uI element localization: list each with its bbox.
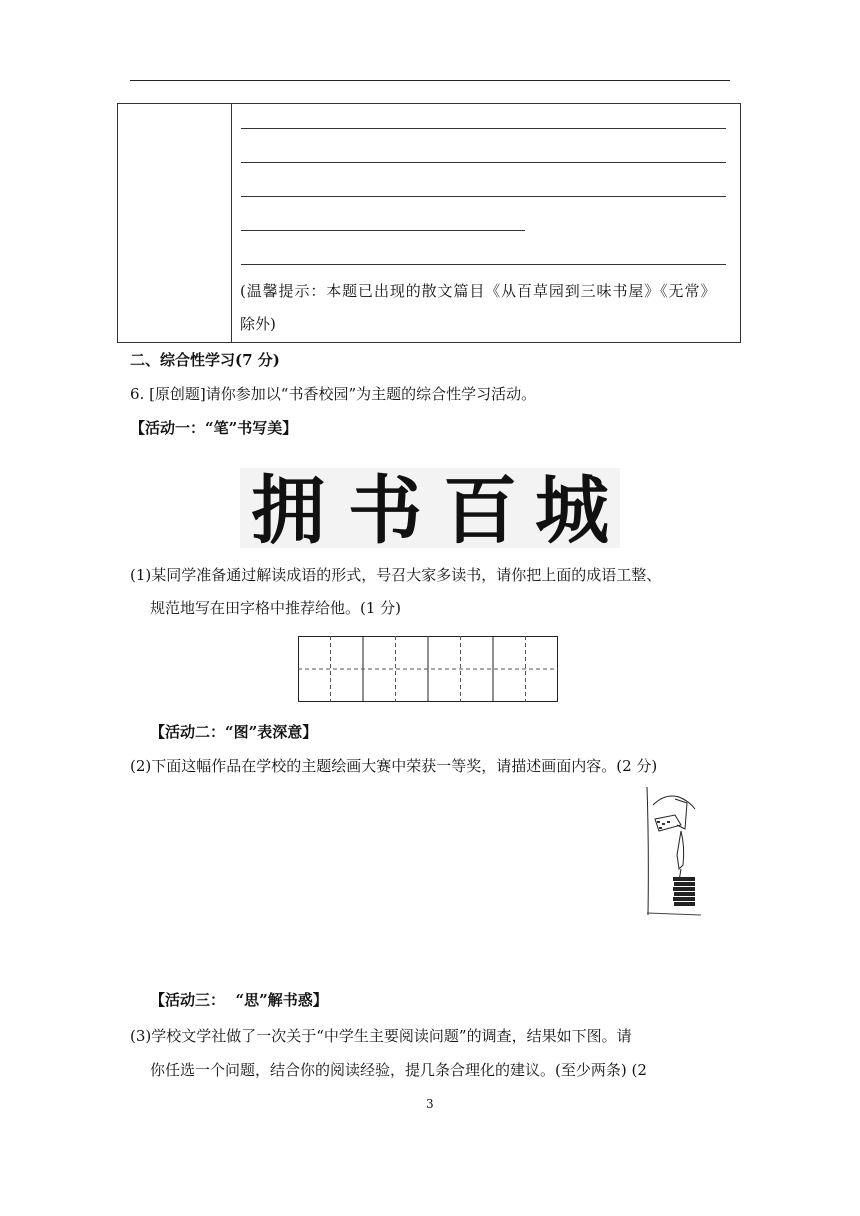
answer-box-divider: [231, 103, 232, 343]
activity-1-title: 【活动一：“笔”书写美】: [130, 419, 298, 437]
section-heading: 二、综合性学习(7 分): [130, 351, 280, 369]
answer-line: [241, 196, 726, 197]
calligraphy-char: 书: [348, 468, 422, 548]
activity-3-title: 【活动三： “思”解书惑】: [150, 991, 328, 1009]
question-6-3-line2: 你任选一个问题，结合你的阅读经验，提几条合理化的建议。(至少两条) (2: [150, 1061, 647, 1079]
award-drawing-image: [645, 785, 701, 917]
question-6-3-line1: (3)学校文学社做了一次关于“中学生主要阅读问题”的调查，结果如下图。请: [130, 1027, 632, 1045]
calligraphy-char: 城: [535, 468, 609, 548]
answer-box-note-line1: (温馨提示：本题已出现的散文篇目《从百草园到三味书屋》《无常》: [240, 282, 717, 300]
answer-box-note-line2: 除外): [240, 315, 276, 333]
header-rule: [130, 80, 730, 81]
activity-2-title: 【活动二：“图”表深意】: [150, 723, 318, 741]
answer-line: [241, 162, 726, 163]
answer-line: [241, 230, 525, 231]
question-6-intro: 6. [原创题]请你参加以“书香校园”为主题的综合性学习活动。: [130, 385, 537, 403]
answer-line: [241, 128, 726, 129]
tianzige-grid[interactable]: [298, 636, 558, 702]
calligraphy-char: 百: [443, 468, 517, 548]
answer-line: [241, 264, 726, 265]
calligraphy-char: 拥: [251, 468, 325, 548]
calligraphy-image: [240, 468, 620, 548]
question-6-2: (2)下面这幅作品在学校的主题绘画大赛中荣获一等奖，请描述画面内容。(2 分): [130, 757, 658, 775]
question-6-1-line1: (1)某同学准备通过解读成语的形式，号召大家多读书，请你把上面的成语工整、: [130, 566, 662, 584]
page-number: 3: [426, 1097, 434, 1111]
answer-box: [117, 103, 741, 343]
question-6-1-line2: 规范地写在田字格中推荐给他。(1 分): [150, 599, 402, 617]
